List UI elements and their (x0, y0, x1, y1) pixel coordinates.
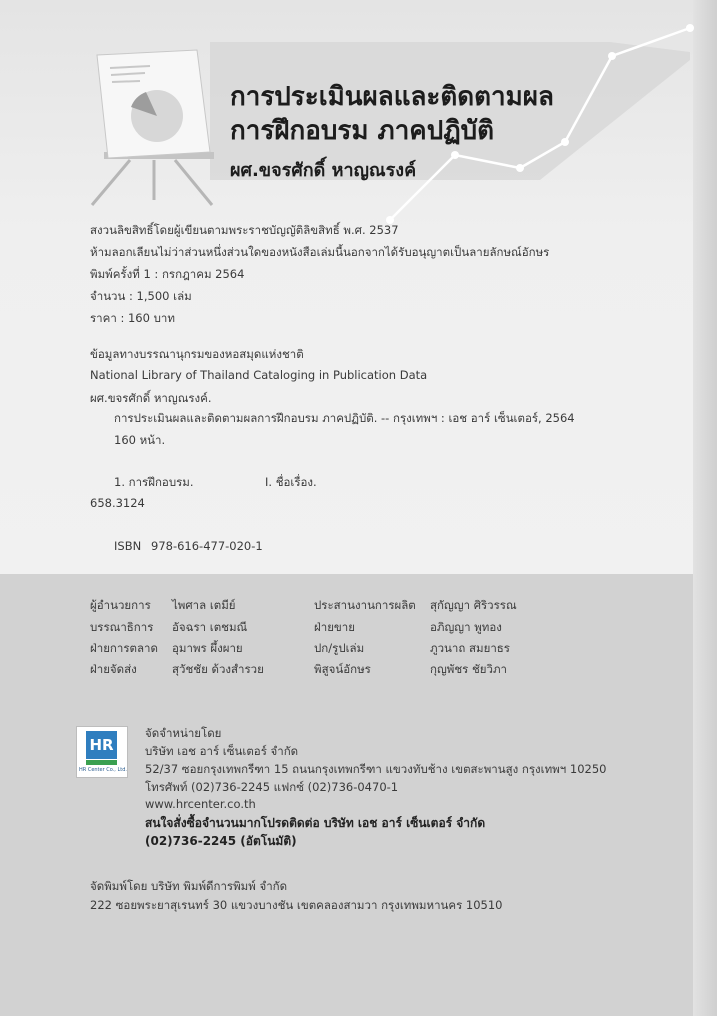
credit-name: ภูวนาถ สมยาธร (430, 641, 510, 655)
order-phone: (02)736-2245 (อัตโนมัติ) (145, 834, 297, 848)
distributor-address: 52/37 ซอยกรุงเทพกรีฑา 15 ถนนกรุงเทพกรีฑา แขวงทับช้าง เขตสะพานสูง กรุงเทพฯ 10250 (145, 762, 607, 776)
logo-mark: HR (86, 731, 117, 759)
isbn-number: 978-616-477-020-1 (151, 539, 263, 553)
copyright-line2: ห้ามลอกเลียนไม่ว่าส่วนหนึ่งส่วนใดของหนังสือเล่มนี้นอกจากได้รับอนุญาตเป็นลายลักษณ์อักษร (90, 245, 550, 259)
copyright-line1: สงวนลิขสิทธิ์โดยผู้เขียนตามพระราชบัญญัติลิขสิทธิ์ พ.ศ. 2537 (90, 223, 399, 237)
distributor-company: บริษัท เอช อาร์ เซ็นเตอร์ จำกัด (145, 744, 299, 758)
credit-role: ฝ่ายขาย (314, 620, 355, 634)
credit-name: อุมาพร ผึ้งผาย (172, 641, 243, 655)
copies-info: จำนวน : 1,500 เล่ม (90, 289, 192, 303)
logo-subtitle: HR Center Co., Ltd. (79, 767, 127, 773)
cataloging-heading-th: ข้อมูลทางบรรณานุกรมของหอสมุดแห่งชาติ (90, 347, 304, 361)
distributor-heading: จัดจำหน่ายโดย (145, 726, 222, 740)
logo-bar (86, 760, 117, 765)
cataloging-author: ผศ.ขจรศักดิ์ หาญณรงค์. (90, 391, 212, 405)
cataloging-entry: การประเมินผลและติดตามผลการฝึกอบรม ภาคปฏิบัติ. -- กรุงเทพฯ : เอช อาร์ เซ็นเตอร์, 2564 (114, 411, 575, 425)
distributor-phone: โทรศัพท์ (02)736-2245 แฟกซ์ (02)736-0470-1 (145, 780, 399, 794)
order-note: สนใจสั่งซื้อจำนวนมากโปรดติดต่อ บริษัท เอช อาร์ เซ็นเตอร์ จำกัด (145, 816, 486, 830)
publisher-logo (76, 726, 128, 778)
book-title-line2: การฝึกอบรม ภาคปฏิบัติ (230, 116, 495, 146)
credit-role: บรรณาธิการ (90, 620, 154, 634)
credit-name: อภิญญา พูทอง (430, 620, 502, 634)
credit-name: อัจฉรา เตชมณี (172, 620, 248, 634)
cataloging-heading-en: National Library of Thailand Cataloging in Publication Data (90, 368, 428, 382)
credit-role: ผู้อำนวยการ (90, 598, 151, 612)
edition-info: พิมพ์ครั้งที่ 1 : กรกฎาคม 2564 (90, 267, 245, 281)
credit-role: ฝ่ายจัดส่ง (90, 662, 137, 676)
credit-role: ประสานงานการผลิต (314, 598, 416, 612)
credit-role: พิสูจน์อักษร (314, 662, 371, 676)
book-title-line1: การประเมินผลและติดตามผล (230, 82, 554, 112)
pie-icon (131, 90, 183, 142)
cataloging-pages: 160 หน้า. (114, 433, 166, 447)
credit-name: กุญพัชร ชัยวิภา (430, 662, 508, 676)
credit-name: สุวัชชัย ด้วงสำรวย (172, 662, 264, 676)
book-author: ผศ.ขจรศักดิ์ หาญณรงค์ (230, 160, 417, 181)
cataloging-title-entry: I. ชื่อเรื่อง. (265, 475, 317, 489)
printer-line1: จัดพิมพ์โดย บริษัท พิมพ์ดีการพิมพ์ จำกัด (90, 879, 288, 893)
classification-number: 658.3124 (90, 496, 145, 510)
credit-role: ฝ่ายการตลาด (90, 641, 158, 655)
printer-line2: 222 ซอยพระยาสุเรนทร์ 30 แขวงบางชัน เขตคลองสามวา กรุงเทพมหานคร 10510 (90, 898, 503, 912)
isbn-label: ISBN (114, 539, 142, 553)
credit-name: ไพศาล เตมีย์ (172, 598, 236, 612)
price-info: ราคา : 160 บาท (90, 311, 175, 325)
credit-name: สุกัญญา ศิริวรรณ (430, 598, 517, 612)
cataloging-subject: 1. การฝึกอบรม. (114, 475, 194, 489)
credit-role: ปก/รูปเล่ม (314, 641, 365, 655)
distributor-website: www.hrcenter.co.th (145, 797, 256, 811)
